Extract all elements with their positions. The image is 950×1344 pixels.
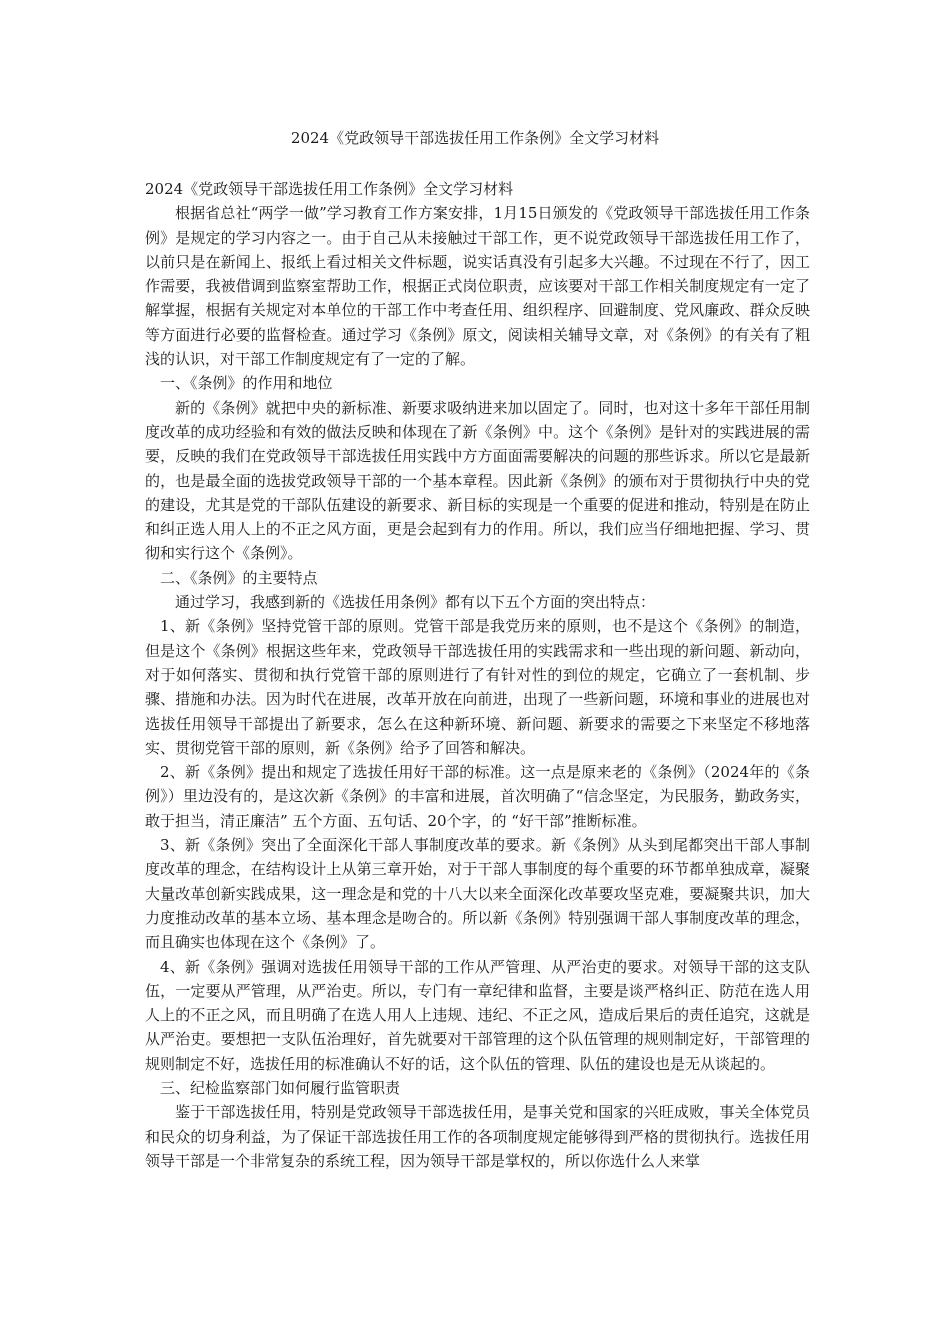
document-subtitle: 2024《党政领导干部选拔任用工作条例》全文学习材料 <box>145 180 514 198</box>
section-heading-3: 三、纪检监察部门如何履行监管职责 <box>160 1078 401 1097</box>
point-1-paragraph: 1、新《条例》坚持党管干部的原则。党管干部是我党历来的原则，也不是这个《条例》的制造，但是这个《条例》根据这些年来，党政领导干部选拔任用的实践需求和一些出现的新问题、新动向，对于如何落实、贯彻和执行党管干部的原则进行了有针对性的到位的规定，它确立了一套机制、步骤、措施和办法。因为时代在进展，改革开放在向前进，出现了一些新问题，环境和事业的进展也对选拔任用领导干部提出了新要求，怎么在这种新环境、新问题、新要求的需要之下来坚定不移地落实、贯彻党管干部的原则，新《条例》给予了回答和解决。 <box>145 617 810 757</box>
page-title: 2024《党政领导干部选拔任用工作条例》全文学习材料 <box>290 129 660 147</box>
intro-paragraph: 根据省总社“两学一做”学习教育工作方案安排，1月15日颁发的《党政领导干部选拔任用工作条例》是规定的学习内容之一。由于自己从未接触过干部工作，更不说党政领导干部选拔任用工作了，以前只是在新闻上、报纸上看过相关文件标题，说实话真没有引起多大兴趣。不过现在不行了，因工作需要，我被借调到监察室帮助工作，根据正式岗位职责，应该要对干部工作相关制度规定有一定了解掌握，根据有关规定对本单位的干部工作中考查任用、组织程序、回避制度、党风廉政、群众反映等方面进行必要的监督检查。通过学习《条例》原文，阅读相关辅导文章，对《条例》的有关有了粗浅的认识，对干部工作制度规定有了一定的了解。 <box>145 204 810 369</box>
point-2-paragraph: 2、新《条例》提出和规定了选拔任用好干部的标准。这一点是原来老的《条例》（2024年的《条例》）里边没有的，是这次新《条例》的丰富和进展，首次明确了“信念坚定，为民服务，勤政务实，敢于担当，清正廉洁” 五个方面、五句话、20个字，的 “好干部”推断标准。 <box>145 763 810 830</box>
section-1-paragraph: 新的《条例》就把中央的新标准、新要求吸纳进来加以固定了。同时，也对这十多年干部任用制度改革的成功经验和有效的做法反映和体现在了新《条例》中。这个《条例》是针对的实践进展的需要，反映的我们在党政领导干部选拔任用实践中方方面面需要解决的问题的那些诉求。所以它是最新的，也是最全面的选拔党政领导干部的一个基本章程。因此新《条例》的颁布对于贯彻执行中央的党的建设，尤其是党的干部队伍建设的新要求、新目标的实现是一个重要的促进和推动，特别是在防止和纠正选人用人上的不正之风方面，更是会起到有力的作用。所以，我们应当仔细地把握、学习、贯彻和实行这个《条例》。 <box>145 398 810 563</box>
section-heading-2: 二、《条例》的主要特点 <box>160 568 318 587</box>
point-4-paragraph: 4、新《条例》强调对选拔任用领导干部的工作从严管理、从严治吏的要求。对领导干部的这支队伍，一定要从严管理，从严治吏。所以，专门有一章纪律和监督，主要是谈严格纠正、防范在选人用人上的不正之风，而且明确了在选人用人上违规、违纪、不正之风，造成后果后的责任追究，这就是从严治吏。要想把一支队伍治理好，首先就要对干部管理的这个队伍管理的规则制定好，干部管理的规则制定不好，选拔任用的标准确认不好的话，这个队伍的管理、队伍的建设也是无从谈起的。 <box>145 957 810 1073</box>
document-body <box>145 177 810 1173</box>
section-heading-1: 一、《条例》的作用和地位 <box>160 374 333 393</box>
section-2-intro: 通过学习，我感到新的《选拔任用条例》都有以下五个方面的突出特点： <box>175 593 656 612</box>
point-3-paragraph: 3、新《条例》突出了全面深化干部人事制度改革的要求。新《条例》从头到尾都突出干部人事制度改革的理念，在结构设计上从第三章开始，对于干部人事制度的每个重要的环节都单独成章，凝聚大量改革创新实践成果，这一理念是和党的十八大以来全面深化改革要攻坚克难，要凝聚共识，加大力度推动改革的基本立场、基本理念是吻合的。所以新《条例》特别强调干部人事制度改革的理念，而且确实也体现在这个《条例》了。 <box>145 836 810 952</box>
section-3-paragraph: 鉴于干部选拔任用，特别是党政领导干部选拔任用，是事关党和国家的兴旺成败，事关全体党员和民众的切身利益，为了保证干部选拔任用工作的各项制度规定能够得到严格的贯彻执行。选拔任用领导干部是一个非常复杂的系统工程，因为领导干部是掌权的，所以你选什么人来掌 <box>145 1103 810 1170</box>
